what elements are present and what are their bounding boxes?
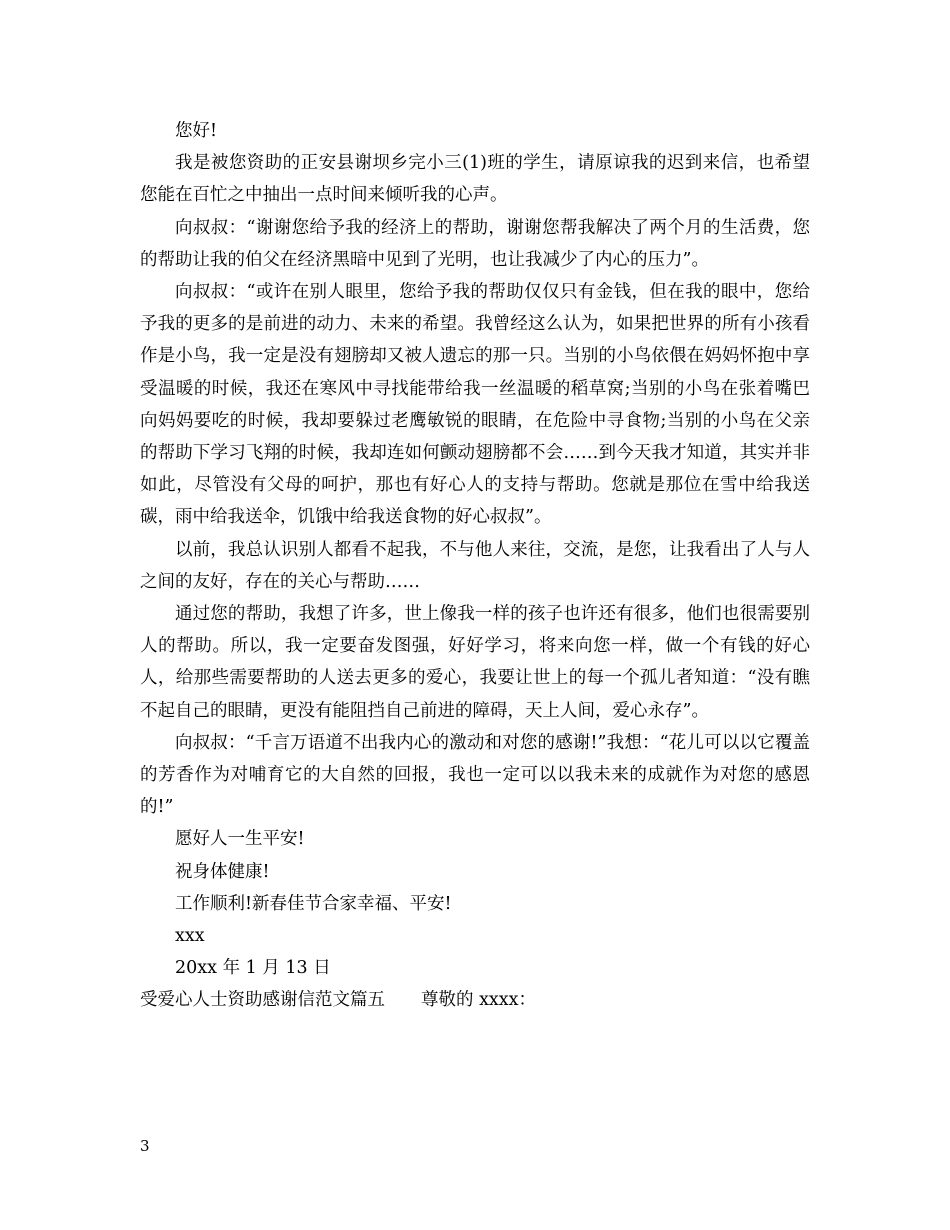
paragraph-friendship: 以前，我总认识别人都看不起我，不与他人来往，交流，是您，让我看出了人与人之间的友好，存在的关心与帮助……	[140, 539, 810, 592]
greeting: 您好!	[175, 121, 218, 141]
section-title: 受爱心人士资助感谢信范文篇五	[140, 990, 385, 1011]
paragraph-thanks-financial-help: 向叔叔：“谢谢您给予我的经济上的帮助，谢谢您帮我解决了两个月的生活费，您的帮助让我的伯父在经济黑暗中见到了光明，也让我减少了内心的压力”。	[140, 217, 810, 270]
next-section-line	[140, 984, 810, 1016]
letter-body	[140, 115, 810, 1017]
wish-health: 祝身体健康!	[175, 861, 270, 882]
page-number: 3	[140, 1137, 150, 1155]
paragraph-gratitude: 向叔叔：“千言万语道不出我内心的激动和对您的感谢!”我想：“花儿可以以它覆盖的芳香作为对哺育它的大自然的回报，我也一定可以以我未来的成就作为对您的感恩的!”	[140, 732, 810, 818]
paragraph-little-bird: 向叔叔：“或许在别人眼里，您给予我的帮助仅仅只有金钱，但在我的眼中，您给予我的更多的是前进的动力、未来的希望。我曾经这么认为，如果把世界的所有小孩看作是小鸟，我一定是没有翅膀却又被人遗忘的那一只。当别的小鸟依偎在妈妈怀抱中享受温暖的时候，我还在寒风中寻找能带给我一丝温暖的稻草窝;当别的小鸟在张着嘴巴向妈妈要吃的时候，我却要躲过老鹰敏锐的眼睛，在危险中寻食物;当别的小鸟在父亲的帮助下学习飞翔的时候，我却连如何颤动翅膀都不会……到今天我才知道，其实并非如此，尽管没有父母的呵护，那也有好心人的支持与帮助。您就是那位在雪中给我送碳，雨中给我送伞，饥饿中给我送食物的好心叔叔”。	[140, 282, 810, 528]
paragraph-introduction: 我是被您资助的正安县谢坝乡完小三(1)班的学生，请原谅我的迟到来信，也希望您能在百忙之中抽出一点时间来倾听我的心声。	[140, 153, 810, 206]
letter-date: 20xx 年 1 月 13 日	[175, 958, 331, 979]
signature: xxx	[175, 926, 205, 947]
wish-work-festival: 工作顺利!新春佳节合家幸福、平安!	[175, 893, 452, 914]
section-salutation: 尊敬的 xxxx：	[421, 990, 537, 1011]
wish-safety: 愿好人一生平安!	[175, 829, 305, 850]
paragraph-determination: 通过您的帮助，我想了许多，世上像我一样的孩子也许还有很多，他们也很需要别人的帮助。所以，我一定要奋发图强，好好学习，将来向您一样，做一个有钱的好心人，给那些需要帮助的人送去更多的爱心，我要让世上的每一个孤儿者知道：“没有瞧不起自己的眼睛，更没有能阻挡自己前进的障碍，天上人间，爱心永存”。	[140, 604, 810, 721]
